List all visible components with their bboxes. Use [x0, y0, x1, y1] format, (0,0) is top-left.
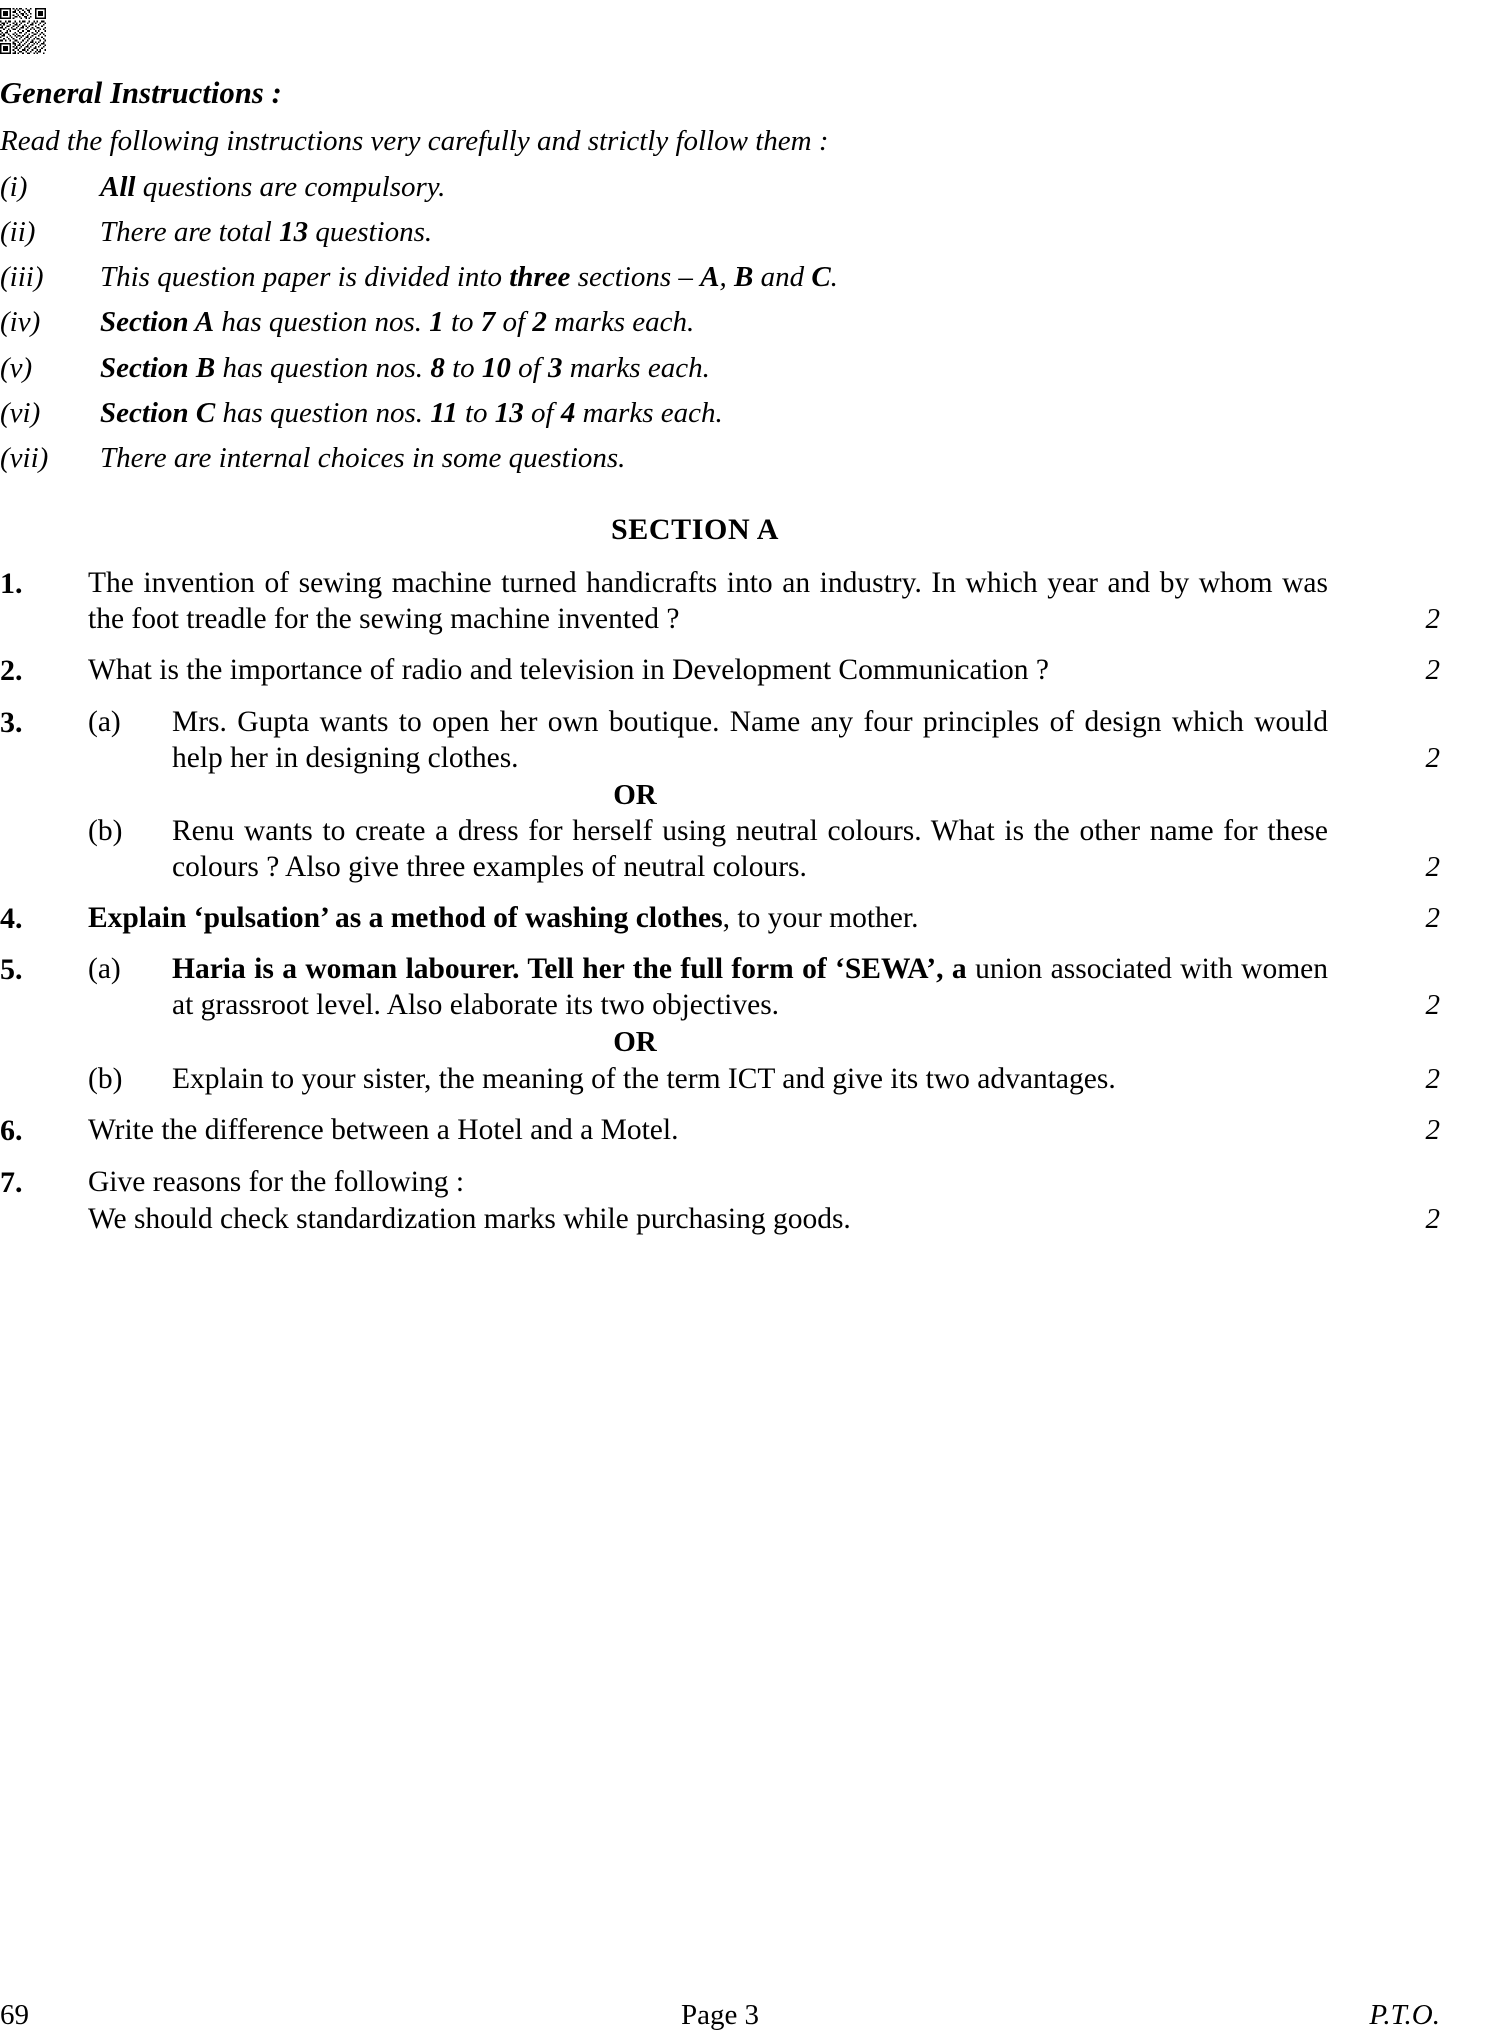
instructions-lead-text: Read the following instructions very carefully and strictly follow them :	[0, 124, 829, 157]
footer-page-number: Page 3	[680, 1999, 760, 2031]
question-row	[0, 1113, 1440, 1150]
general-instructions-title: General Instructions :	[0, 76, 282, 110]
question-number	[0, 1202, 88, 1239]
question-number: 5.	[0, 953, 23, 987]
instruction-row	[0, 353, 1390, 384]
instructions-list	[0, 172, 1390, 475]
question-block	[0, 705, 1440, 886]
question-row	[0, 901, 1440, 938]
instruction-number: (iv)	[0, 306, 41, 339]
instruction-text: There are internal choices in some questions.	[100, 442, 626, 475]
question-text: Explain ‘pulsation’ as a method of washing clothes, to your mother.	[88, 901, 919, 934]
question-block	[0, 1113, 1440, 1150]
instruction-text: Section C has question nos. 11 to 13 of 4 marks each.	[100, 397, 723, 430]
instruction-row	[0, 217, 1390, 248]
question-number	[0, 1062, 88, 1099]
instruction-text: This question paper is divided into three sections – A, B and C.	[100, 261, 838, 294]
or-divider: OR	[613, 1026, 657, 1059]
question-text: The invention of sewing machine turned handicrafts into an industry. In which year and by whom was the foot treadle for the sewing machine invented ?	[88, 567, 1328, 635]
question-text: Mrs. Gupta wants to open her own boutique. Name any four principles of design which would help her in designing clothes.	[172, 705, 1328, 774]
question-row	[0, 653, 1440, 690]
instruction-number: (vii)	[0, 442, 49, 475]
qr-code-icon	[0, 8, 46, 66]
questions-list	[0, 566, 1440, 1253]
question-text: Haria is a woman labourer. Tell her the full form of ‘SEWA’, a union associated with women at grassroot level. Also elaborate its two objectives.	[172, 953, 1329, 1022]
question-part-label: (b)	[88, 814, 123, 847]
question-text: We should check standardization marks while purchasing goods.	[88, 1202, 851, 1235]
question-text: Explain to your sister, the meaning of the term ICT and give its two advantages.	[172, 1062, 1116, 1095]
question-marks: 2	[1425, 989, 1440, 1022]
question-marks: 2	[1425, 1114, 1440, 1147]
question-marks: 2	[1425, 1202, 1440, 1235]
question-marks: 2	[1425, 741, 1440, 774]
instruction-text: Section A has question nos. 1 to 7 of 2 marks each.	[100, 306, 695, 339]
question-row	[0, 952, 1440, 1024]
question-number: 7.	[0, 1165, 23, 1199]
instruction-number: (vi)	[0, 397, 41, 430]
instruction-row	[0, 398, 1390, 429]
instruction-text: Section B has question nos. 8 to 10 of 3 marks each.	[100, 351, 710, 384]
instruction-number: (iii)	[0, 261, 44, 294]
question-marks: 2	[1425, 653, 1440, 686]
question-text: What is the importance of radio and television in Development Communication ?	[88, 653, 1049, 686]
question-number: 6.	[0, 1114, 23, 1148]
question-row	[0, 1062, 1440, 1099]
question-number	[0, 814, 88, 851]
question-marks: 2	[1425, 1062, 1440, 1095]
question-block	[0, 566, 1440, 638]
question-row	[0, 1202, 1440, 1239]
question-number: 3.	[0, 705, 23, 739]
section-a-heading: SECTION A	[611, 513, 779, 546]
question-marks: 2	[1425, 850, 1440, 883]
instruction-row	[0, 443, 1390, 474]
footer-paper-code: 69	[0, 1999, 29, 2031]
instruction-text: All questions are compulsory.	[100, 170, 446, 203]
question-row	[0, 1165, 1440, 1202]
question-block	[0, 1165, 1440, 1238]
question-block	[0, 653, 1440, 690]
question-row	[0, 814, 1440, 886]
question-text: Give reasons for the following :	[88, 1165, 465, 1198]
question-row	[0, 705, 1440, 777]
question-text: Write the difference between a Hotel and a Motel.	[88, 1114, 679, 1147]
footer-turnover-label: P.T.O.	[1369, 1999, 1440, 2031]
question-part-label: (a)	[88, 953, 121, 986]
question-marks: 2	[1425, 901, 1440, 934]
question-part-label: (b)	[88, 1062, 123, 1095]
question-marks: 2	[1425, 603, 1440, 635]
instruction-text: There are total 13 questions.	[100, 215, 433, 248]
question-block	[0, 952, 1440, 1098]
question-row	[0, 566, 1440, 638]
question-number: 2.	[0, 653, 23, 687]
question-block	[0, 901, 1440, 938]
question-number: 4.	[0, 901, 23, 935]
question-part-label: (a)	[88, 705, 121, 738]
or-divider: OR	[613, 778, 657, 811]
instruction-row	[0, 172, 1390, 203]
instruction-number: (v)	[0, 351, 33, 384]
instruction-number: (ii)	[0, 215, 36, 248]
question-number: 1.	[0, 567, 23, 600]
instruction-row	[0, 307, 1390, 338]
general-instructions-block	[0, 78, 1390, 489]
instruction-row	[0, 262, 1390, 293]
page-footer	[0, 1999, 1440, 2032]
instruction-number: (i)	[0, 170, 28, 203]
question-text: Renu wants to create a dress for herself using neutral colours. What is the other name for these colours ? Also give three examples of neutral colours.	[172, 814, 1328, 883]
